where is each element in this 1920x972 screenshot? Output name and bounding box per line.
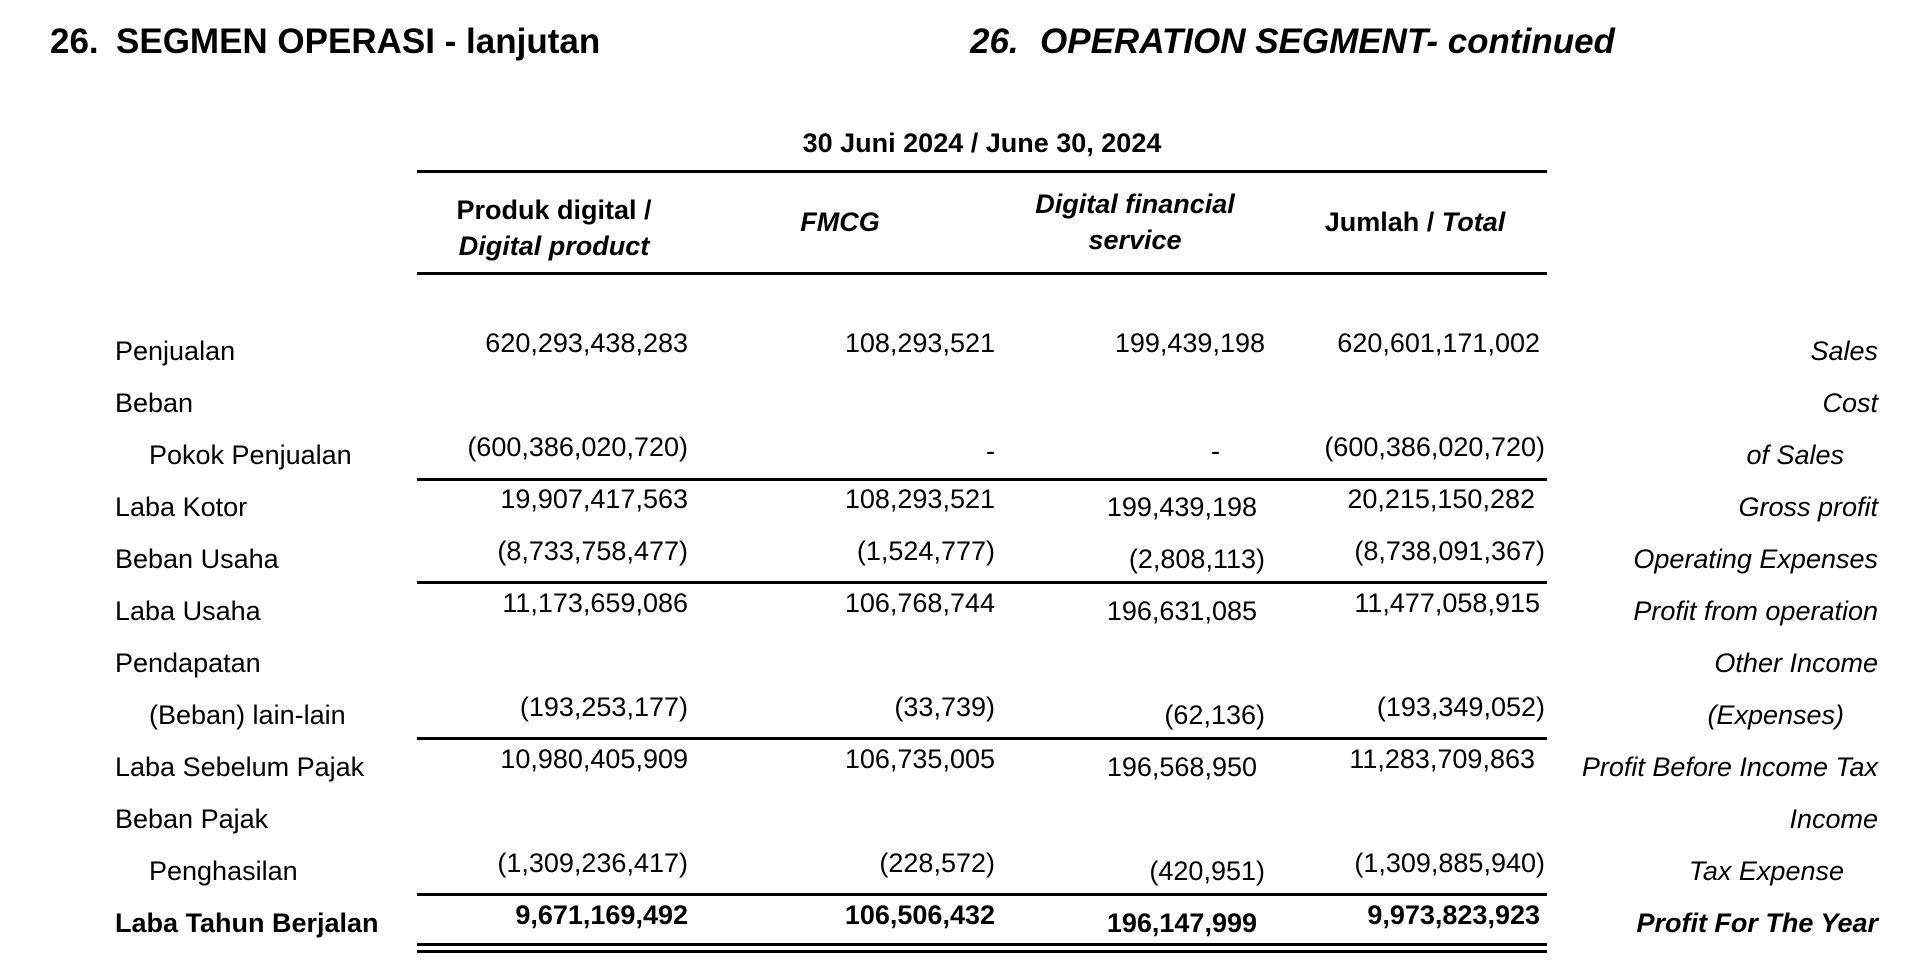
row-label-other-income-heading: Pendapatan (115, 648, 261, 678)
total-double-rule-top (417, 943, 1547, 946)
row-label-operating-expenses-en: Operating Expenses (1633, 544, 1878, 574)
value-tax-total: (1,309,885,940) (1354, 848, 1545, 878)
value-cost-total: (600,386,020,720) (1324, 432, 1545, 462)
section-title-indonesian (50, 22, 600, 62)
column-header-line: Digital financial (1035, 189, 1235, 219)
value-pbt-fmcg: 106,735,005 (844, 744, 995, 774)
value-tax-dfs: (420,951) (1149, 856, 1265, 886)
row-label-sales-en: Sales (1810, 336, 1878, 366)
column-header-line (1290, 204, 1540, 240)
value-cost-fmcg: - (986, 436, 995, 466)
total-double-rule-bottom (417, 950, 1547, 953)
column-header-total-id: Jumlah / (1324, 207, 1442, 237)
value-opex-digital-product: (8,733,758,477) (497, 536, 688, 566)
value-gross-total: 20,215,150,282 (1347, 484, 1535, 514)
row-label-other-expenses: (Beban) lain-lain (149, 700, 346, 730)
row-label-income-tax-heading: Beban Pajak (115, 804, 269, 834)
value-op-profit-total: 11,477,058,915 (1354, 588, 1540, 618)
row-label-profit-before-tax: Laba Sebelum Pajak (115, 752, 365, 782)
value-sales-dfs: 199,439,198 (1114, 328, 1265, 358)
period-heading: 30 Juni 2024 / June 30, 2024 (802, 128, 1162, 158)
value-other-total: (193,349,052) (1376, 692, 1545, 722)
row-label-profit-before-tax-en: Profit Before Income Tax (1581, 752, 1878, 782)
value-pbt-digital-product: 10,980,405,909 (500, 744, 688, 774)
column-header-line: Digital product (458, 231, 650, 261)
row-label-profit-from-operation: Laba Usaha (115, 596, 261, 626)
row-label-cost-heading: Beban (115, 388, 194, 418)
value-op-profit-digital-product: 11,173,659,086 (502, 588, 688, 618)
section-title-english (970, 22, 1615, 62)
row-label-other-income-heading-en: Other Income (1714, 648, 1878, 678)
row-label-income-tax-expense: Penghasilan (149, 856, 298, 886)
row-label-cost-of-sales-en: of Sales (1746, 440, 1844, 470)
value-net-total: 9,973,823,923 (1367, 900, 1540, 930)
value-opex-total: (8,738,091,367) (1354, 536, 1545, 566)
row-label-profit-from-operation-en: Profit from operation (1633, 596, 1878, 626)
header-top-rule (417, 170, 1547, 173)
value-net-fmcg: 106,506,432 (844, 900, 995, 930)
value-sales-total: 620,601,171,002 (1337, 328, 1540, 358)
value-other-fmcg: (33,739) (894, 692, 995, 722)
column-header-digital-financial-service (1000, 186, 1270, 258)
value-gross-dfs: 199,439,198 (1106, 492, 1257, 522)
value-sales-digital-product: 620,293,438,283 (485, 328, 688, 358)
value-net-digital-product: 9,671,169,492 (515, 900, 688, 930)
column-header-total (1290, 204, 1540, 240)
value-cost-dfs: - (1211, 436, 1220, 466)
row-label-operating-expenses: Beban Usaha (115, 544, 279, 574)
section-number: 26. (50, 22, 99, 61)
value-tax-fmcg: (228,572) (879, 848, 995, 878)
column-header-digital-product (420, 192, 688, 264)
value-tax-digital-product: (1,309,236,417) (497, 848, 688, 878)
row-label-gross-profit-en: Gross profit (1738, 492, 1878, 522)
column-header-line: Produk digital / (456, 195, 652, 225)
column-header-total-en: Total (1441, 207, 1506, 237)
header-bottom-rule (417, 272, 1547, 275)
row-label-cost-heading-en: Cost (1822, 388, 1878, 418)
row-label-income-tax-heading-en: Income (1789, 804, 1878, 834)
value-net-dfs: 196,147,999 (1106, 908, 1257, 938)
value-cost-digital-product: (600,386,020,720) (467, 432, 688, 462)
subtotal-rule-net (417, 893, 1547, 896)
row-label-income-tax-expense-en: Tax Expense (1688, 856, 1844, 886)
subtotal-rule-operation (417, 581, 1547, 584)
row-label-other-expenses-en: (Expenses) (1707, 700, 1844, 730)
row-label-cost-of-sales: Pokok Penjualan (149, 440, 352, 470)
column-header-line: FMCG (800, 207, 880, 237)
row-label-profit-for-the-year: Laba Tahun Berjalan (115, 908, 379, 938)
row-label-profit-for-the-year-en: Profit For The Year (1636, 908, 1878, 938)
value-pbt-total: 11,283,709,863 (1349, 744, 1535, 774)
value-opex-dfs: (2,808,113) (1128, 544, 1265, 574)
column-header-fmcg (740, 204, 940, 240)
value-other-digital-product: (193,253,177) (519, 692, 688, 722)
section-title-text: OPERATION SEGMENT- continued (1040, 22, 1615, 61)
row-label-sales: Penjualan (115, 336, 236, 366)
value-gross-digital-product: 19,907,417,563 (500, 484, 688, 514)
row-label-gross-profit: Laba Kotor (115, 492, 248, 522)
subtotal-rule-gross (417, 478, 1547, 481)
value-op-profit-fmcg: 106,768,744 (844, 588, 995, 618)
section-number: 26. (970, 22, 1019, 61)
value-pbt-dfs: 196,568,950 (1106, 752, 1257, 782)
value-sales-fmcg: 108,293,521 (844, 328, 995, 358)
value-other-dfs: (62,136) (1164, 700, 1265, 730)
value-op-profit-dfs: 196,631,085 (1106, 596, 1257, 626)
column-header-line: service (1088, 225, 1182, 255)
subtotal-rule-before-tax (417, 737, 1547, 740)
value-gross-fmcg: 108,293,521 (844, 484, 995, 514)
section-title-text: SEGMEN OPERASI - lanjutan (116, 22, 601, 61)
value-opex-fmcg: (1,524,777) (856, 536, 995, 566)
